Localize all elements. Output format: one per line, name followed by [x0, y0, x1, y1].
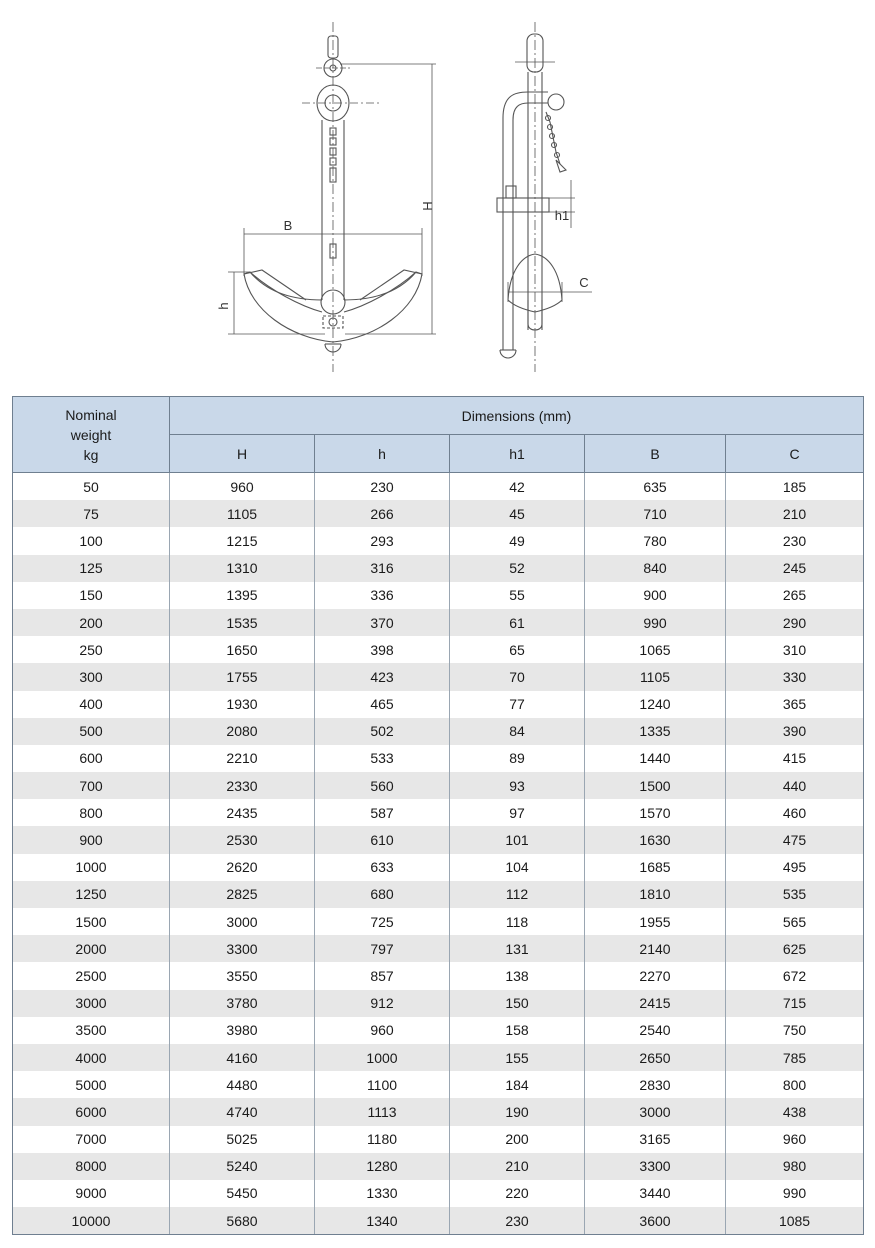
table-row	[13, 555, 864, 582]
table-row	[13, 1207, 864, 1235]
cell-B: 635	[585, 473, 726, 501]
cell-B: 1500	[585, 772, 726, 799]
dimension-label-B: B	[283, 218, 293, 233]
cell-B: 1065	[585, 636, 726, 663]
cell-h1: 184	[450, 1071, 585, 1098]
cell-H: 2330	[170, 772, 315, 799]
cell-H: 5680	[170, 1207, 315, 1235]
column-header-B: B	[585, 435, 726, 473]
cell-h: 1280	[315, 1153, 450, 1180]
cell-weight: 600	[13, 745, 170, 772]
cell-B: 2540	[585, 1017, 726, 1044]
column-header-h: h	[315, 435, 450, 473]
cell-B: 2140	[585, 935, 726, 962]
cell-H: 1215	[170, 527, 315, 554]
anchor-dimensions-table	[12, 396, 864, 1235]
cell-h: 960	[315, 1017, 450, 1044]
cell-C: 365	[726, 691, 864, 718]
cell-C: 960	[726, 1126, 864, 1153]
cell-B: 3165	[585, 1126, 726, 1153]
cell-B: 3000	[585, 1098, 726, 1125]
table-row	[13, 1071, 864, 1098]
cell-C: 800	[726, 1071, 864, 1098]
cell-h: 912	[315, 990, 450, 1017]
cell-B: 2415	[585, 990, 726, 1017]
cell-H: 1395	[170, 582, 315, 609]
cell-B: 710	[585, 500, 726, 527]
cell-H: 5240	[170, 1153, 315, 1180]
table-row	[13, 609, 864, 636]
table-row	[13, 473, 864, 501]
cell-h1: 97	[450, 799, 585, 826]
cell-h: 725	[315, 908, 450, 935]
cell-B: 840	[585, 555, 726, 582]
cell-H: 5025	[170, 1126, 315, 1153]
cell-h1: 84	[450, 718, 585, 745]
cell-h1: 112	[450, 881, 585, 908]
cell-h: 680	[315, 881, 450, 908]
table-row	[13, 826, 864, 853]
table-row	[13, 1180, 864, 1207]
cell-H: 4480	[170, 1071, 315, 1098]
anchor-front-view	[228, 22, 436, 372]
cell-weight: 500	[13, 718, 170, 745]
cell-H: 3780	[170, 990, 315, 1017]
cell-C: 390	[726, 718, 864, 745]
weight-header-line-2: weight	[70, 426, 112, 443]
table-row	[13, 663, 864, 690]
table-row	[13, 962, 864, 989]
cell-B: 780	[585, 527, 726, 554]
cell-weight: 300	[13, 663, 170, 690]
cell-h: 230	[315, 473, 450, 501]
anchor-technical-drawing	[0, 0, 875, 390]
cell-h1: 61	[450, 609, 585, 636]
cell-h1: 158	[450, 1017, 585, 1044]
cell-C: 245	[726, 555, 864, 582]
cell-h: 502	[315, 718, 450, 745]
cell-h: 316	[315, 555, 450, 582]
cell-B: 1685	[585, 854, 726, 881]
cell-weight: 4000	[13, 1044, 170, 1071]
cell-weight: 1000	[13, 854, 170, 881]
cell-B: 2830	[585, 1071, 726, 1098]
cell-C: 415	[726, 745, 864, 772]
cell-h: 1100	[315, 1071, 450, 1098]
cell-h1: 70	[450, 663, 585, 690]
cell-weight: 125	[13, 555, 170, 582]
cell-h: 336	[315, 582, 450, 609]
cell-weight: 9000	[13, 1180, 170, 1207]
cell-weight: 7000	[13, 1126, 170, 1153]
cell-h1: 77	[450, 691, 585, 718]
cell-H: 960	[170, 473, 315, 501]
cell-weight: 800	[13, 799, 170, 826]
cell-h1: 45	[450, 500, 585, 527]
dimensions-group-header: Dimensions (mm)	[170, 397, 864, 435]
cell-C: 495	[726, 854, 864, 881]
table-row	[13, 908, 864, 935]
cell-C: 440	[726, 772, 864, 799]
cell-H: 1650	[170, 636, 315, 663]
table-row	[13, 745, 864, 772]
cell-B: 3600	[585, 1207, 726, 1235]
cell-C: 750	[726, 1017, 864, 1044]
cell-B: 1105	[585, 663, 726, 690]
cell-h1: 210	[450, 1153, 585, 1180]
cell-H: 1755	[170, 663, 315, 690]
cell-weight: 150	[13, 582, 170, 609]
dimension-label-C: C	[579, 275, 589, 290]
cell-H: 1535	[170, 609, 315, 636]
cell-h1: 138	[450, 962, 585, 989]
table-row	[13, 1153, 864, 1180]
cell-C: 990	[726, 1180, 864, 1207]
cell-h1: 220	[450, 1180, 585, 1207]
cell-C: 475	[726, 826, 864, 853]
cell-weight: 400	[13, 691, 170, 718]
cell-h1: 230	[450, 1207, 585, 1235]
cell-B: 1955	[585, 908, 726, 935]
cell-h: 610	[315, 826, 450, 853]
cell-h: 1180	[315, 1126, 450, 1153]
table-row	[13, 1017, 864, 1044]
table-row	[13, 1126, 864, 1153]
cell-h: 1113	[315, 1098, 450, 1125]
cell-h1: 42	[450, 473, 585, 501]
column-header-C: C	[726, 435, 864, 473]
cell-weight: 1250	[13, 881, 170, 908]
cell-h1: 52	[450, 555, 585, 582]
cell-h1: 200	[450, 1126, 585, 1153]
cell-weight: 10000	[13, 1207, 170, 1235]
table-row	[13, 718, 864, 745]
cell-C: 535	[726, 881, 864, 908]
cell-B: 1335	[585, 718, 726, 745]
cell-C: 230	[726, 527, 864, 554]
cell-B: 1240	[585, 691, 726, 718]
cell-H: 3300	[170, 935, 315, 962]
cell-h1: 104	[450, 854, 585, 881]
cell-B: 2270	[585, 962, 726, 989]
cell-C: 265	[726, 582, 864, 609]
cell-h1: 118	[450, 908, 585, 935]
cell-weight: 1500	[13, 908, 170, 935]
cell-h: 370	[315, 609, 450, 636]
cell-weight: 900	[13, 826, 170, 853]
cell-B: 1630	[585, 826, 726, 853]
cell-C: 715	[726, 990, 864, 1017]
cell-weight: 200	[13, 609, 170, 636]
cell-h1: 155	[450, 1044, 585, 1071]
cell-B: 990	[585, 609, 726, 636]
table-row	[13, 582, 864, 609]
cell-h1: 190	[450, 1098, 585, 1125]
table-row	[13, 1098, 864, 1125]
cell-h: 797	[315, 935, 450, 962]
column-header-h1: h1	[450, 435, 585, 473]
cell-B: 1570	[585, 799, 726, 826]
cell-B: 900	[585, 582, 726, 609]
cell-h: 857	[315, 962, 450, 989]
dimension-label-h: h	[216, 302, 231, 310]
cell-weight: 250	[13, 636, 170, 663]
cell-H: 3550	[170, 962, 315, 989]
cell-h1: 93	[450, 772, 585, 799]
table-row	[13, 1044, 864, 1071]
table-row	[13, 527, 864, 554]
cell-h: 465	[315, 691, 450, 718]
cell-h1: 55	[450, 582, 585, 609]
cell-weight: 2500	[13, 962, 170, 989]
cell-C: 625	[726, 935, 864, 962]
cell-C: 438	[726, 1098, 864, 1125]
cell-C: 210	[726, 500, 864, 527]
anchor-side-view	[497, 22, 592, 372]
cell-H: 5450	[170, 1180, 315, 1207]
cell-h: 423	[315, 663, 450, 690]
cell-H: 2620	[170, 854, 315, 881]
cell-B: 1440	[585, 745, 726, 772]
cell-B: 3300	[585, 1153, 726, 1180]
cell-weight: 5000	[13, 1071, 170, 1098]
cell-H: 2210	[170, 745, 315, 772]
cell-C: 1085	[726, 1207, 864, 1235]
cell-H: 4160	[170, 1044, 315, 1071]
table-row	[13, 691, 864, 718]
cell-weight: 700	[13, 772, 170, 799]
cell-weight: 50	[13, 473, 170, 501]
cell-weight: 100	[13, 527, 170, 554]
table-row	[13, 990, 864, 1017]
cell-C: 565	[726, 908, 864, 935]
cell-h1: 101	[450, 826, 585, 853]
cell-C: 330	[726, 663, 864, 690]
cell-weight: 3000	[13, 990, 170, 1017]
cell-h: 1340	[315, 1207, 450, 1235]
weight-header-line-1: Nominal	[65, 406, 117, 423]
cell-C: 290	[726, 609, 864, 636]
cell-h: 633	[315, 854, 450, 881]
cell-H: 1310	[170, 555, 315, 582]
cell-h1: 131	[450, 935, 585, 962]
cell-H: 2435	[170, 799, 315, 826]
cell-h: 587	[315, 799, 450, 826]
cell-weight: 8000	[13, 1153, 170, 1180]
cell-B: 1810	[585, 881, 726, 908]
nominal-weight-header	[13, 397, 170, 473]
cell-H: 2080	[170, 718, 315, 745]
cell-h: 398	[315, 636, 450, 663]
cell-h: 1000	[315, 1044, 450, 1071]
dimension-label-h1: h1	[554, 208, 570, 223]
cell-H: 2825	[170, 881, 315, 908]
cell-weight: 2000	[13, 935, 170, 962]
cell-h1: 49	[450, 527, 585, 554]
cell-h: 266	[315, 500, 450, 527]
cell-h: 1330	[315, 1180, 450, 1207]
cell-B: 3440	[585, 1180, 726, 1207]
cell-B: 2650	[585, 1044, 726, 1071]
cell-weight: 6000	[13, 1098, 170, 1125]
cell-C: 980	[726, 1153, 864, 1180]
table-row	[13, 854, 864, 881]
cell-h1: 89	[450, 745, 585, 772]
weight-header-line-3: kg	[83, 446, 99, 463]
dimension-label-H: H	[420, 201, 435, 211]
cell-h: 533	[315, 745, 450, 772]
cell-h: 293	[315, 527, 450, 554]
table-row	[13, 772, 864, 799]
cell-C: 185	[726, 473, 864, 501]
cell-weight: 75	[13, 500, 170, 527]
cell-weight: 3500	[13, 1017, 170, 1044]
cell-H: 3980	[170, 1017, 315, 1044]
cell-C: 672	[726, 962, 864, 989]
cell-h1: 150	[450, 990, 585, 1017]
cell-H: 1930	[170, 691, 315, 718]
cell-H: 1105	[170, 500, 315, 527]
table-body	[13, 473, 864, 1235]
cell-H: 4740	[170, 1098, 315, 1125]
cell-C: 310	[726, 636, 864, 663]
table-row	[13, 881, 864, 908]
cell-H: 2530	[170, 826, 315, 853]
table-row	[13, 500, 864, 527]
table-row	[13, 636, 864, 663]
table-row	[13, 935, 864, 962]
cell-C: 785	[726, 1044, 864, 1071]
column-header-H: H	[170, 435, 315, 473]
cell-H: 3000	[170, 908, 315, 935]
cell-C: 460	[726, 799, 864, 826]
cell-h1: 65	[450, 636, 585, 663]
table-row	[13, 799, 864, 826]
cell-h: 560	[315, 772, 450, 799]
